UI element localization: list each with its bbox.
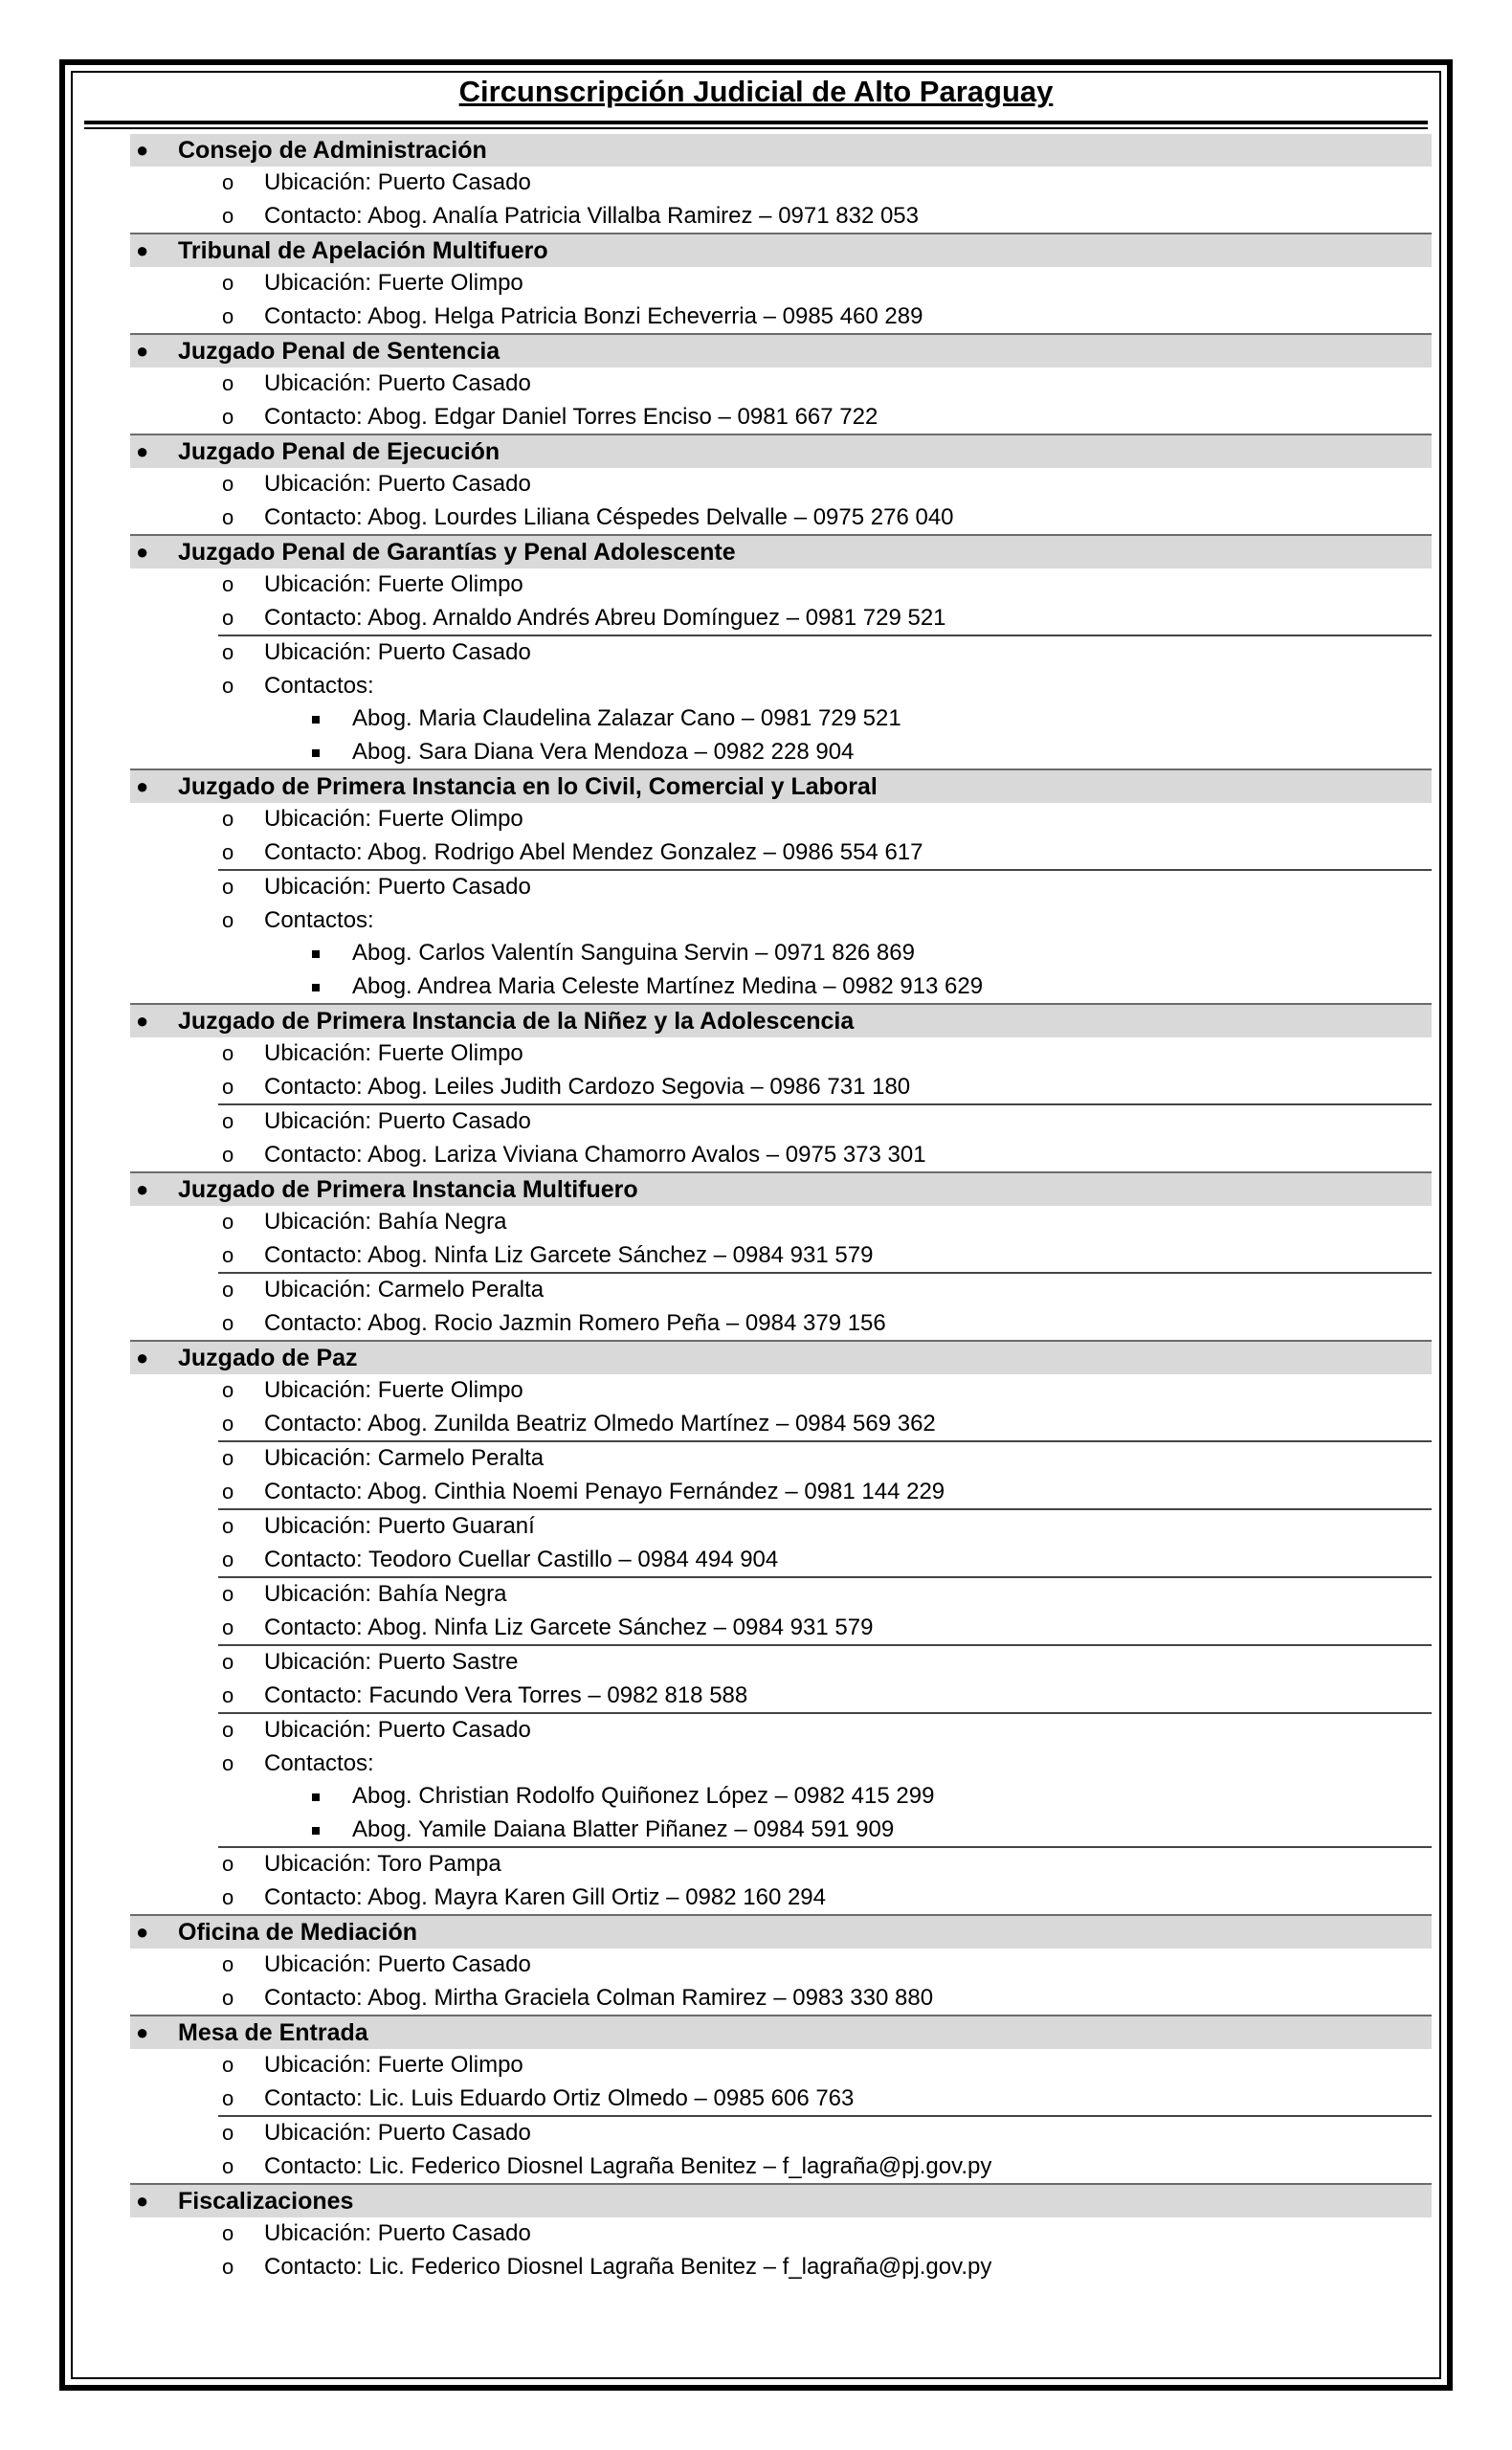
- location-group: [218, 1440, 1432, 1508]
- location-line: [218, 1578, 1432, 1612]
- location-group: [218, 1037, 1432, 1103]
- contact-line: [218, 1307, 1432, 1341]
- line-text: Ubicación: Puerto Casado: [264, 2120, 531, 2146]
- directory-list: [130, 134, 1432, 2283]
- location-group: [218, 2049, 1432, 2115]
- location-line: [218, 1510, 1432, 1544]
- bullet-icon: ●: [136, 540, 149, 564]
- section-title: Juzgado Penal de Garantías y Penal Adolescente: [178, 539, 736, 566]
- line-text: Ubicación: Puerto Casado: [264, 2220, 531, 2246]
- circle-bullet-icon: o: [222, 1547, 234, 1571]
- line-text: Ubicación: Toro Pampa: [264, 1851, 501, 1877]
- location-group: [218, 2217, 1432, 2283]
- line-text: Contacto: Abog. Lourdes Liliana Céspedes Delvalle – 0975 276 040: [264, 503, 954, 530]
- circle-bullet-icon: o: [222, 2153, 234, 2178]
- location-group: [218, 1576, 1432, 1644]
- section-title: Juzgado de Primera Instancia de la Niñez y la Adolescencia: [178, 1008, 855, 1035]
- location-line: [218, 636, 1432, 670]
- location-line: [218, 1442, 1432, 1476]
- line-text: Contacto: Abog. Edgar Daniel Torres Enciso – 0981 667 722: [264, 403, 878, 430]
- bullet-icon: ●: [136, 2189, 149, 2213]
- sub-contact-line: [218, 736, 1432, 769]
- section: [130, 233, 1432, 333]
- location-group: [218, 1103, 1432, 1171]
- sub-contact-text: Abog. Christian Rodolfo Quiñonez López – 0982 415 299: [352, 1783, 935, 1809]
- section-title: Tribunal de Apelación Multifuero: [178, 237, 548, 264]
- location-group: [218, 468, 1432, 534]
- line-text: Contacto: Abog. Rocio Jazmin Romero Peña – 0984 379 156: [264, 1309, 886, 1336]
- section-heading: [130, 1005, 1432, 1037]
- contact-line: [218, 904, 1432, 938]
- section-heading: [130, 2185, 1432, 2217]
- location-line: [218, 1848, 1432, 1882]
- circle-bullet-icon: o: [222, 472, 234, 496]
- section-heading: [130, 536, 1432, 568]
- location-line: [218, 1646, 1432, 1680]
- circle-bullet-icon: o: [222, 572, 234, 596]
- section: [130, 1003, 1432, 1171]
- section-title: Juzgado Penal de Ejecución: [178, 438, 500, 465]
- circle-bullet-icon: o: [222, 640, 234, 664]
- square-bullet-icon: [312, 950, 320, 958]
- location-group: [218, 869, 1432, 1003]
- sub-contact-text: Abog. Yamile Daiana Blatter Piñanez – 0984 591 909: [352, 1815, 895, 1842]
- line-text: Contacto: Abog. Ninfa Liz Garcete Sánchez – 0984 931 579: [264, 1241, 874, 1268]
- line-text: Ubicación: Puerto Casado: [264, 639, 531, 665]
- title-rule: [84, 121, 1428, 124]
- circle-bullet-icon: o: [222, 807, 234, 831]
- line-text: Contacto: Abog. Rodrigo Abel Mendez Gonzalez – 0986 554 617: [264, 838, 923, 865]
- contact-line: [218, 2150, 1432, 2184]
- page-title: [71, 73, 1441, 111]
- section-title: Fiscalizaciones: [178, 2188, 354, 2215]
- location-line: [218, 568, 1432, 602]
- contact-line: [218, 1882, 1432, 1915]
- location-line: [218, 1206, 1432, 1239]
- contact-line: [218, 1239, 1432, 1273]
- section-title: Juzgado de Primera Instancia en lo Civil, Comercial y Laboral: [178, 773, 878, 800]
- sub-contact-line: [218, 937, 1432, 970]
- line-text: Contactos:: [264, 1749, 374, 1776]
- location-line: [218, 368, 1432, 401]
- line-text: Contactos:: [264, 672, 374, 699]
- square-bullet-icon: [312, 1827, 320, 1835]
- circle-bullet-icon: o: [222, 271, 234, 295]
- contact-line: [218, 301, 1432, 334]
- circle-bullet-icon: o: [222, 1074, 234, 1099]
- sub-contact-text: Abog. Carlos Valentín Sanguina Servin – 0971 826 869: [352, 940, 915, 966]
- circle-bullet-icon: o: [222, 1109, 234, 1133]
- sub-contact-line: [218, 970, 1432, 1004]
- line-text: Contacto: Abog. Zunilda Beatriz Olmedo Martínez – 0984 569 362: [264, 1410, 936, 1437]
- sub-contact-text: Abog. Maria Claudelina Zalazar Cano – 0981 729 521: [352, 705, 901, 731]
- circle-bullet-icon: o: [222, 1378, 234, 1402]
- line-text: Contacto: Facundo Vera Torres – 0982 818 588: [264, 1682, 748, 1708]
- circle-bullet-icon: o: [222, 875, 234, 899]
- line-text: Ubicación: Puerto Casado: [264, 874, 531, 900]
- line-text: Ubicación: Puerto Casado: [264, 1951, 531, 1977]
- circle-bullet-icon: o: [222, 404, 234, 429]
- sub-contact-text: Abog. Andrea Maria Celeste Martínez Medina – 0982 913 629: [352, 972, 984, 999]
- location-line: [218, 1714, 1432, 1748]
- line-text: Ubicación: Puerto Casado: [264, 169, 531, 195]
- location-line: [218, 2049, 1432, 2082]
- circle-bullet-icon: o: [222, 1242, 234, 1267]
- circle-bullet-icon: o: [222, 1985, 234, 2010]
- section-heading: [130, 234, 1432, 267]
- line-text: Ubicación: Carmelo Peralta: [264, 1445, 545, 1471]
- contact-line: [218, 1982, 1432, 2016]
- square-bullet-icon: [312, 716, 320, 724]
- square-bullet-icon: [312, 749, 320, 757]
- section-title: Juzgado Penal de Sentencia: [178, 338, 500, 365]
- location-group: [218, 803, 1432, 869]
- line-text: Contacto: Abog. Ninfa Liz Garcete Sánchez – 0984 931 579: [264, 1614, 874, 1640]
- section-heading: [130, 1342, 1432, 1374]
- contact-line: [218, 1748, 1432, 1781]
- line-text: Contacto: Abog. Cinthia Noemi Penayo Fernández – 0981 144 229: [264, 1478, 945, 1504]
- location-group: [218, 1374, 1432, 1440]
- bullet-icon: ●: [136, 1177, 149, 1201]
- circle-bullet-icon: o: [222, 1041, 234, 1065]
- line-text: Ubicación: Fuerte Olimpo: [264, 270, 523, 296]
- contact-line: [218, 401, 1432, 434]
- location-line: [218, 468, 1432, 501]
- location-group: [218, 368, 1432, 434]
- bullet-icon: ●: [136, 138, 149, 162]
- location-line: [218, 1105, 1432, 1139]
- line-text: Ubicación: Fuerte Olimpo: [264, 806, 523, 832]
- location-line: [218, 1949, 1432, 1982]
- line-text: Contacto: Abog. Analía Patricia Villalba Ramirez – 0971 832 053: [264, 202, 919, 229]
- circle-bullet-icon: o: [222, 1852, 234, 1876]
- line-text: Contacto: Lic. Federico Diosnel Lagraña Benitez – f_lagraña@pj.gov.py: [264, 2253, 992, 2280]
- section-title: Consejo de Administración: [178, 137, 487, 164]
- bullet-icon: ●: [136, 1009, 149, 1033]
- page-title-text: Circunscripción Judicial de Alto Paraguay: [458, 75, 1054, 108]
- line-text: Ubicación: Fuerte Olimpo: [264, 1377, 523, 1403]
- circle-bullet-icon: o: [222, 907, 234, 932]
- bullet-icon: ●: [136, 238, 149, 262]
- bullet-icon: ●: [136, 774, 149, 798]
- location-line: [218, 871, 1432, 904]
- circle-bullet-icon: o: [222, 2254, 234, 2279]
- line-text: Contacto: Abog. Helga Patricia Bonzi Echeverria – 0985 460 289: [264, 302, 923, 329]
- location-group: [218, 568, 1432, 635]
- location-group: [218, 2115, 1432, 2183]
- section: [130, 1340, 1432, 1914]
- contact-line: [218, 200, 1432, 234]
- section: [130, 134, 1432, 233]
- line-text: Ubicación: Puerto Sastre: [264, 1649, 519, 1675]
- location-line: [218, 167, 1432, 200]
- circle-bullet-icon: o: [222, 1514, 234, 1538]
- circle-bullet-icon: o: [222, 1582, 234, 1606]
- bullet-icon: ●: [136, 439, 149, 463]
- contact-line: [218, 1071, 1432, 1104]
- bullet-icon: ●: [136, 339, 149, 363]
- contact-line: [218, 836, 1432, 870]
- line-text: Contacto: Abog. Mayra Karen Gill Ortiz – 0982 160 294: [264, 1883, 827, 1910]
- contact-line: [218, 1408, 1432, 1441]
- section-heading: [130, 134, 1432, 167]
- section: [130, 434, 1432, 534]
- circle-bullet-icon: o: [222, 605, 234, 630]
- circle-bullet-icon: o: [222, 1142, 234, 1167]
- circle-bullet-icon: o: [222, 371, 234, 395]
- line-text: Contacto: Abog. Arnaldo Andrés Abreu Domínguez – 0981 729 521: [264, 604, 946, 631]
- contact-line: [218, 1476, 1432, 1509]
- line-text: Contacto: Abog. Lariza Viviana Chamorro Avalos – 0975 373 301: [264, 1141, 926, 1168]
- line-text: Contacto: Abog. Mirtha Graciela Colman Ramirez – 0983 330 880: [264, 1984, 934, 2011]
- contact-line: [218, 2251, 1432, 2284]
- section-heading: [130, 1173, 1432, 1206]
- circle-bullet-icon: o: [222, 203, 234, 228]
- section-heading: [130, 2016, 1432, 2049]
- circle-bullet-icon: o: [222, 1682, 234, 1707]
- line-text: Ubicación: Puerto Guaraní: [264, 1513, 535, 1539]
- line-text: Ubicación: Puerto Casado: [264, 471, 531, 497]
- location-line: [218, 1274, 1432, 1307]
- sub-contact-line: [218, 702, 1432, 736]
- circle-bullet-icon: o: [222, 504, 234, 529]
- line-text: Ubicación: Bahía Negra: [264, 1209, 507, 1235]
- line-text: Contacto: Teodoro Cuellar Castillo – 0984 494 904: [264, 1546, 779, 1572]
- line-text: Contacto: Lic. Federico Diosnel Lagraña Benitez – f_lagraña@pj.gov.py: [264, 2152, 992, 2179]
- circle-bullet-icon: o: [222, 1650, 234, 1674]
- location-group: [218, 1206, 1432, 1272]
- line-text: Ubicación: Puerto Casado: [264, 1108, 531, 1134]
- circle-bullet-icon: o: [222, 839, 234, 864]
- circle-bullet-icon: o: [222, 1718, 234, 1742]
- section-heading: [130, 435, 1432, 468]
- circle-bullet-icon: o: [222, 2221, 234, 2245]
- circle-bullet-icon: o: [222, 1750, 234, 1775]
- circle-bullet-icon: o: [222, 2053, 234, 2077]
- line-text: Ubicación: Puerto Casado: [264, 370, 531, 396]
- location-group: [218, 167, 1432, 233]
- contact-line: [218, 602, 1432, 635]
- circle-bullet-icon: o: [222, 2121, 234, 2145]
- circle-bullet-icon: o: [222, 1210, 234, 1234]
- section: [130, 534, 1432, 768]
- section: [130, 1914, 1432, 2015]
- line-text: Ubicación: Fuerte Olimpo: [264, 1040, 523, 1066]
- location-line: [218, 803, 1432, 836]
- line-text: Contacto: Abog. Leiles Judith Cardozo Segovia – 0986 731 180: [264, 1073, 911, 1100]
- contact-line: [218, 670, 1432, 703]
- sub-contact-line: [218, 1814, 1432, 1847]
- location-line: [218, 1374, 1432, 1408]
- section: [130, 2015, 1432, 2183]
- location-group: [218, 635, 1432, 768]
- line-text: Contactos:: [264, 906, 374, 933]
- location-group: [218, 1846, 1432, 1914]
- section-title: Juzgado de Paz: [178, 1345, 358, 1371]
- location-group: [218, 1644, 1432, 1712]
- location-group: [218, 1508, 1432, 1576]
- location-line: [218, 2217, 1432, 2251]
- section-heading: [130, 1916, 1432, 1949]
- contact-line: [218, 1139, 1432, 1172]
- circle-bullet-icon: o: [222, 1411, 234, 1436]
- location-group: [218, 267, 1432, 333]
- bullet-icon: ●: [136, 1346, 149, 1370]
- circle-bullet-icon: o: [222, 1952, 234, 1976]
- contact-line: [218, 501, 1432, 535]
- line-text: Ubicación: Puerto Casado: [264, 1717, 531, 1743]
- circle-bullet-icon: o: [222, 1884, 234, 1909]
- circle-bullet-icon: o: [222, 1615, 234, 1639]
- bullet-icon: ●: [136, 1920, 149, 1944]
- circle-bullet-icon: o: [222, 1310, 234, 1335]
- contact-line: [218, 2082, 1432, 2116]
- section: [130, 1171, 1432, 1340]
- line-text: Ubicación: Bahía Negra: [264, 1581, 507, 1607]
- circle-bullet-icon: o: [222, 1446, 234, 1470]
- location-line: [218, 267, 1432, 301]
- circle-bullet-icon: o: [222, 170, 234, 194]
- section-title: Juzgado de Primera Instancia Multifuero: [178, 1176, 638, 1203]
- contact-line: [218, 1612, 1432, 1645]
- line-text: Ubicación: Fuerte Olimpo: [264, 571, 523, 597]
- title-rule-thin: [84, 127, 1428, 129]
- contact-line: [218, 1680, 1432, 1713]
- sub-contact-text: Abog. Sara Diana Vera Mendoza – 0982 228 904: [352, 738, 855, 765]
- location-group: [218, 1712, 1432, 1846]
- bullet-icon: ●: [136, 2020, 149, 2044]
- square-bullet-icon: [312, 1793, 320, 1801]
- section-heading: [130, 335, 1432, 368]
- location-group: [218, 1949, 1432, 2015]
- contact-line: [218, 1544, 1432, 1577]
- circle-bullet-icon: o: [222, 673, 234, 698]
- line-text: Ubicación: Fuerte Olimpo: [264, 2052, 523, 2078]
- circle-bullet-icon: o: [222, 303, 234, 328]
- circle-bullet-icon: o: [222, 1278, 234, 1302]
- square-bullet-icon: [312, 984, 320, 991]
- location-group: [218, 1272, 1432, 1340]
- circle-bullet-icon: o: [222, 1479, 234, 1503]
- sub-contact-line: [218, 1780, 1432, 1814]
- location-line: [218, 1037, 1432, 1071]
- circle-bullet-icon: o: [222, 2085, 234, 2110]
- line-text: Contacto: Lic. Luis Eduardo Ortiz Olmedo – 0985 606 763: [264, 2084, 855, 2111]
- location-line: [218, 2117, 1432, 2150]
- section-title: Oficina de Mediación: [178, 1919, 418, 1946]
- line-text: Ubicación: Carmelo Peralta: [264, 1277, 545, 1303]
- section-heading: [130, 770, 1432, 803]
- section: [130, 2183, 1432, 2283]
- section: [130, 768, 1432, 1003]
- section: [130, 333, 1432, 434]
- section-title: Mesa de Entrada: [178, 2019, 368, 2046]
